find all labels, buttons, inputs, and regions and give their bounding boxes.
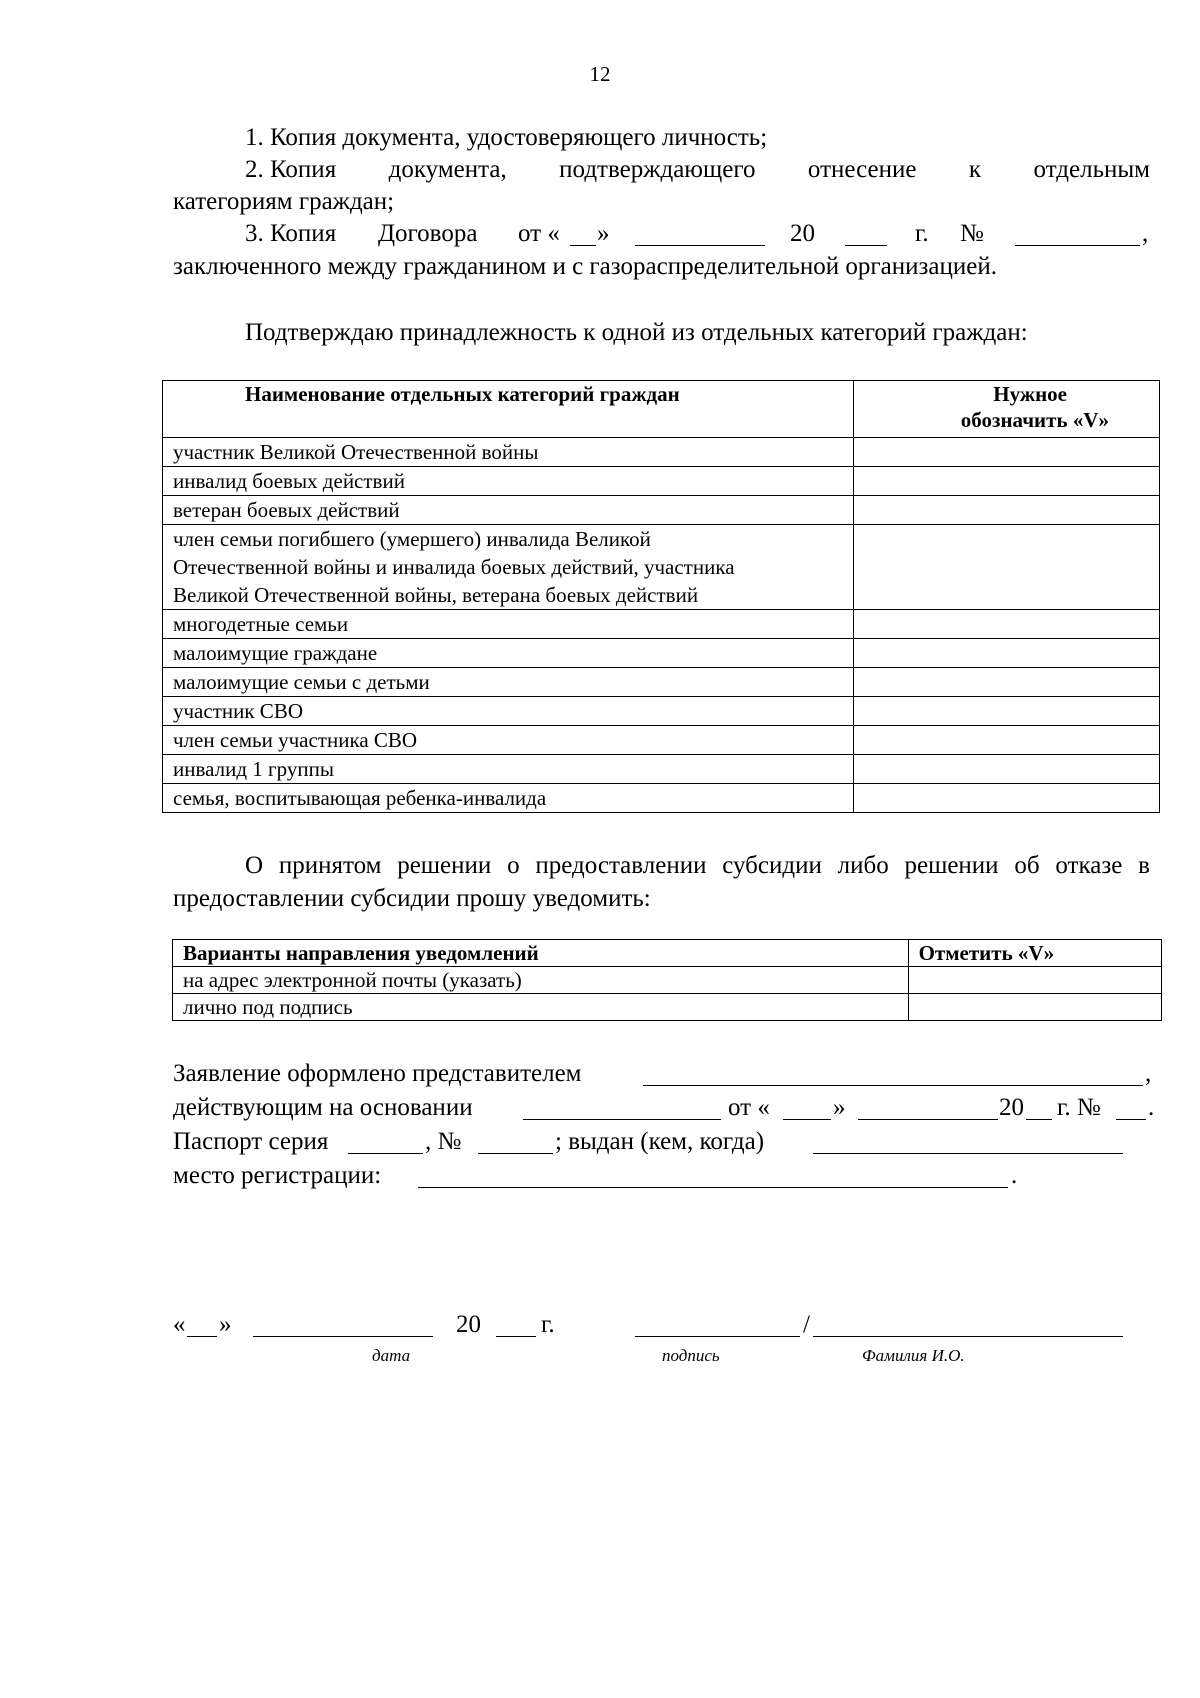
notify-option: на адрес электронной почты (указать) (173, 967, 909, 994)
basis-month-blank[interactable] (858, 1099, 998, 1120)
header-mark-line1: Нужное (993, 382, 1067, 406)
category-name: инвалид 1 группы (163, 755, 854, 784)
category-line: Отечественной войны и инвалида боевых действий, участника (173, 555, 735, 579)
passport-series-blank[interactable] (348, 1133, 423, 1154)
category-mark-cell[interactable] (854, 438, 1160, 467)
categories-table (162, 380, 1160, 813)
header-option: Варианты направления уведомлений (173, 940, 909, 967)
passport-issued-blank[interactable] (813, 1133, 1123, 1154)
passport-number-blank[interactable] (478, 1133, 553, 1154)
item3-word: Договора (378, 220, 478, 247)
page-number: 12 (589, 62, 611, 86)
caption-signature: подпись (662, 1346, 720, 1365)
attachment-item-3 (245, 219, 1150, 249)
category-mark-cell[interactable] (854, 639, 1160, 668)
category-name: малоимущие граждане (163, 639, 854, 668)
item3-prefix: 3. Копия (245, 220, 337, 247)
category-mark-cell[interactable] (854, 610, 1160, 639)
signature-line (173, 1310, 1158, 1340)
basis-number-blank[interactable] (1116, 1099, 1146, 1120)
sig-day-blank[interactable] (187, 1316, 217, 1337)
word: отказе (1055, 852, 1123, 879)
representative-line-2 (173, 1093, 1158, 1123)
representative-blank[interactable] (643, 1065, 1143, 1086)
word: отдельным (1033, 156, 1150, 183)
category-mark-cell[interactable] (854, 668, 1160, 697)
rep-label: Заявление оформлено представителем (173, 1060, 582, 1087)
notify-text (245, 851, 1150, 881)
month-blank[interactable] (635, 225, 765, 246)
representative-line-4 (173, 1161, 1158, 1191)
word: отнесение (807, 156, 917, 183)
basis-quote-close: » (833, 1094, 846, 1121)
basis-ot: от « (728, 1094, 770, 1121)
category-mark-cell[interactable] (854, 784, 1160, 813)
registration-label: место регистрации: (173, 1162, 382, 1189)
notify-table (172, 939, 1162, 1021)
sig-year-blank[interactable] (496, 1316, 536, 1337)
registration-period: . (1011, 1162, 1018, 1189)
basis-blank[interactable] (523, 1099, 721, 1120)
basis-year: 20 (999, 1094, 1024, 1121)
attachment-item-3-cont: заключенного между гражданином и с газораспределительной организацией. (173, 253, 997, 280)
category-name: ветеран боевых действий (163, 496, 854, 525)
word: об (1014, 852, 1040, 879)
word: о (507, 852, 520, 879)
sig-slash: / (803, 1311, 810, 1338)
year-blank[interactable] (845, 225, 887, 246)
word: подтверждающего (559, 156, 756, 183)
signature-blank[interactable] (635, 1316, 800, 1337)
attachment-item-2 (245, 155, 1150, 185)
word: к (968, 156, 982, 183)
item3-comma: , (1142, 220, 1149, 247)
header-mark-line2: обозначить «V» (960, 408, 1109, 432)
sig-quote-open: « (173, 1311, 186, 1338)
passport-label: Паспорт серия (173, 1128, 329, 1155)
number-blank[interactable] (1015, 225, 1140, 246)
category-name: инвалид боевых действий (163, 467, 854, 496)
category-mark-cell[interactable] (854, 726, 1160, 755)
registration-blank[interactable] (418, 1167, 1008, 1188)
item3-ot: от « (518, 220, 560, 247)
notify-mark-cell[interactable] (908, 994, 1161, 1021)
category-name: семья, воспитывающая ребенка-инвалида (163, 784, 854, 813)
item3-g: г. (915, 220, 929, 247)
sig-year: 20 (456, 1311, 481, 1338)
sig-date-blank[interactable] (253, 1316, 433, 1337)
basis-day-blank[interactable] (783, 1099, 831, 1120)
header-category-name: Наименование отдельных категорий граждан (163, 381, 854, 438)
word: решении (397, 852, 492, 879)
caption-date: дата (372, 1346, 411, 1365)
category-mark-cell[interactable] (854, 755, 1160, 784)
category-name: член семьи участника СВО (163, 726, 854, 755)
word: О (245, 852, 264, 879)
word: либо (837, 852, 889, 879)
header-mark: Отметить «V» (908, 940, 1161, 967)
word: в (1138, 852, 1150, 879)
category-name: многодетные семьи (163, 610, 854, 639)
sig-g: г. (541, 1311, 555, 1338)
notify-text-cont: предоставлении субсидии прошу уведомить: (173, 885, 651, 912)
attachment-item-2-cont: категориям граждан; (173, 188, 395, 215)
item3-no: № (960, 220, 984, 247)
basis-period: . (1148, 1094, 1155, 1121)
word: принятом (278, 852, 382, 879)
category-line: Великой Отечественной войны, ветерана боевых действий (173, 583, 699, 607)
confirm-text: Подтверждаю принадлежность к одной из отдельных категорий граждан: (245, 319, 1028, 346)
header-mark (854, 381, 1160, 438)
item3-year: 20 (790, 220, 815, 247)
basis-label: действующим на основании (173, 1094, 473, 1121)
category-name: малоимущие семьи с детьми (163, 668, 854, 697)
word: предоставлении (535, 852, 707, 879)
notify-option: лично под подпись (173, 994, 909, 1021)
item3-quote-close: » (597, 220, 610, 247)
basis-no: г. № (1057, 1094, 1101, 1121)
word: 2. Копия (245, 156, 337, 183)
day-blank[interactable] (570, 225, 596, 246)
word: документа, (388, 156, 507, 183)
passport-no: , № (425, 1128, 462, 1155)
category-name: участник СВО (163, 697, 854, 726)
word: субсидии (722, 852, 822, 879)
attachment-item-1: 1. Копия документа, удостоверяющего личность; (245, 124, 768, 151)
category-line: член семьи погибшего (умершего) инвалида Великой (173, 527, 651, 551)
word: решении (904, 852, 999, 879)
representative-line-1 (173, 1059, 1158, 1089)
caption-fullname: Фамилия И.О. (862, 1346, 965, 1365)
sig-quote-close: » (219, 1311, 232, 1338)
category-mark-cell[interactable] (854, 467, 1160, 496)
category-mark-cell[interactable] (854, 496, 1160, 525)
category-name-multiline (163, 525, 854, 610)
category-name: участник Великой Отечественной войны (163, 438, 854, 467)
rep-comma: , (1145, 1060, 1152, 1087)
representative-line-3 (173, 1127, 1158, 1157)
category-mark-cell[interactable] (854, 525, 1160, 610)
fullname-blank[interactable] (813, 1316, 1123, 1337)
passport-issued: ; выдан (кем, когда) (555, 1128, 765, 1155)
notify-mark-cell[interactable] (908, 967, 1161, 994)
basis-year-blank[interactable] (1026, 1099, 1052, 1120)
category-mark-cell[interactable] (854, 697, 1160, 726)
